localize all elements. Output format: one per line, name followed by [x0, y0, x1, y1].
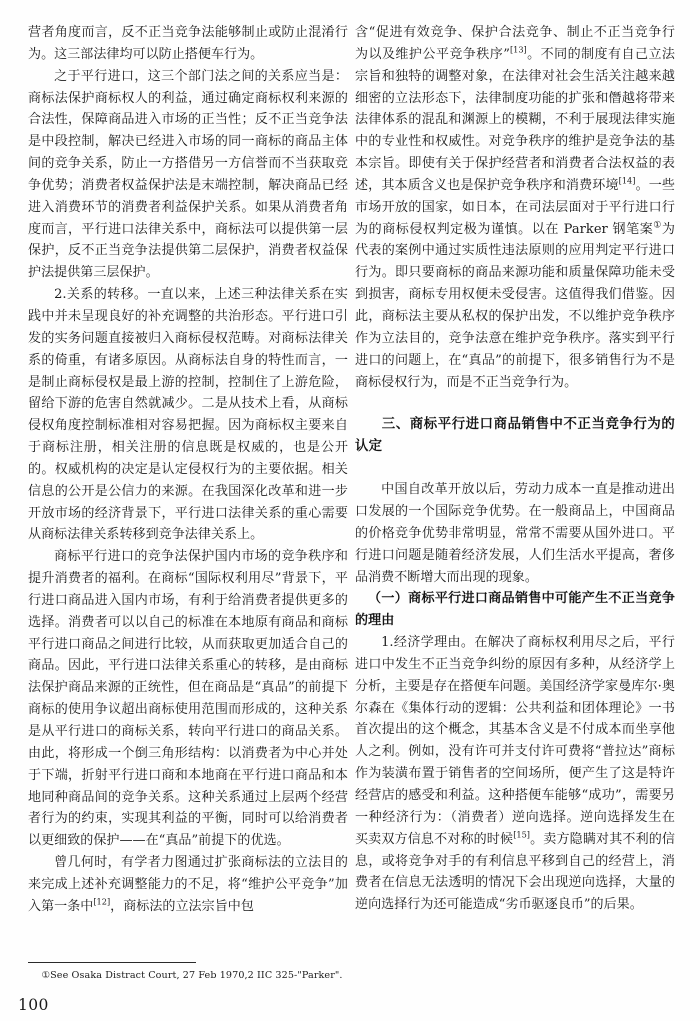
paragraph-parallel-import-relations: 之于平行进口，这三个部门法之间的关系应当是：商标法保护商标权人的利益，通过确定商标权利来源的合法性，保障商品进入市场的正当性；反不正当竞争法是中段控制，解决已经进入市场的同一商标的商品主体间的竞争关系，防止一方搭借另一方信誉而不当获取竞争优势；消费者权益保护法是末端控制，解决商品已经进入消费环节的消费者利益保护关系。如果从消费者角度而言，平行进口法律关系中，商标法可以提供第一层保护，反不正当竞争法提供第二层保护，消费者权益保护法提供第三层保护。 [28, 68, 348, 281]
paragraph-text-segment: 为代表的案例中通过实质性违法原则的应用判定平行进口行为。即只要商标的商品来源功能和质量保障功能未受到损害，商标专用权便未受侵害。这值得我们借鉴。因此，商标法主要从私权的保护出发，不以维护竞争秩序作为立法目的，竞争法意在维护竞争秩序。落实到平行进口的问题上，在“真品”的前提下，很多销售行为不是商标侵权行为，而是不正当竞争行为。 [355, 221, 675, 390]
reference-marker-15: [15] [513, 829, 530, 840]
paragraph-text-segment: 曾几何时，有学者力图通过扩张商标法的立法目的来完成上述补充调整能力的不足，将“维护公平竞争”加入第一条中 [28, 855, 348, 914]
footnote-entry: ①See Osaka Distract Court, 27 Feb 1970,2 IIC 325-"Parker". [41, 970, 343, 981]
reference-marker-13: [13] [509, 44, 527, 55]
paragraph-text-segment: 。卖方隐瞒对其不利的信息，或将竞争对手的有利信息平移到自己的经营上，消费者在信息无法透明的情况下会出现逆向选择，大量的逆向选择行为还可能造成“劣币驱逐良币”的后果。 [355, 831, 675, 913]
left-column [28, 0, 348, 918]
page-number: 100 [18, 996, 49, 1014]
footnote-block [28, 962, 343, 982]
paragraph-text-segment: 。不同的制度有自己立法宗旨和独特的调整对象，在法律对社会生活关注越来越细密的立法形态下，法律制度功能的扩张和僭越将带来法律体系的混乱和渊源上的模糊，不利于展现法律实施中的专业性和权威性。对竞争秩序的维护是竞争法的基本宗旨。即使有关于保护经营者和消费者合法权益的表述，其本质含义也是保护竞争秩序和消费环境 [355, 46, 675, 193]
reference-marker-14: [14] [618, 175, 636, 186]
paragraph-competition-law-protection: 商标平行进口的竞争法保护国内市场的竞争秩序和提升消费者的福利。在商标“国际权利用尽”背景下，平行进口商品进入国内市场，有利于给消费者提供更多的选择。消费者可以以自己的标准在本地原有商品和商标平行进口商品之间进行比较，从而获取更加适合自己的商品。因此，平行进口法律关系重心的转移，是由商标法保护商品来源的正统性，但在商品是“真品”的前提下商标的使用争议超出商标使用范围而形成的，这种关系是从平行进口的商标关系，转向平行进口的商品关系。由此，将形成一个倒三角形结构：以消费者为中心并处于下端，折射平行进口商和本地商在平行进口商品和本地同种商品间的竞争关系。这种关系通过上层两个经营者行为的约束，实现其利益的平衡，同时可以给消费者以更细致的保护——在“真品”前提下的优选。 [28, 549, 348, 849]
paragraph-continued-three-laws: 营者角度而言，反不正当竞争法能够制止或防止混淆行为。这三部法律均可以防止搭便车行为。 [28, 25, 348, 62]
heading-spacer-top [355, 393, 675, 414]
right-column [355, 0, 675, 918]
section-heading-three: 三、商标平行进口商品销售中不正当竞争行为的认定 [355, 417, 675, 455]
paragraph-economics-reason [355, 632, 675, 916]
footnote-reference-marker-circle-one: ① [653, 220, 662, 231]
paragraph-text-segment: 含“促进有效竞争、保护合法竞争、制止不正当竞争行为以及维护公平竞争秩序” [355, 25, 675, 62]
paragraph-text-segment: 1.经济学理由。在解决了商标权利用尽之后，平行进口中发生不正当竞争纠纷的原因有多种，从经济学上分析，主要是存在搭便车问题。美国经济学家曼库尔·奥尔森在《集体行动的逻辑：公共利益和团体理论》一书首次提出的这个概念，其基本含义是不付成本而坐享他人之利。例如，没有许可并支付许可费将“普拉达”商标作为装潢布置于销售者的空间场所，便产生了这是特许经营店的感受和利益。这种搭便车能够“成功”，需要另一种经济行为：（消费者）逆向选择。逆向选择发生在买卖双方信息不对称的时候 [355, 635, 675, 847]
paragraph-text-segment: ，商标法的立法宗旨中包 [110, 898, 254, 914]
paragraph-relation-transfer: 2.关系的转移。一直以来，上述三种法律关系在实践中并未呈现良好的补充调整的共治形态。平行进口引发的实务问题直接被归入商标侵权范畴。对商标法律关系的倚重，有诸多原因。从商标法自身的特性而言，一是制止商标侵权是最上游的控制，控制住了上游危险，留给下游的危害自然就减少。二是从技术上看，从商标侵权角度控制标准相对容易把握。因为商标权主要来自于商标注册，相关注册的信息既是权威的，也是公开的。权威机构的决定是认定侵权行为的主要依据。相关信息的公开是公信力的来源。在我国深化改革和进一步开放市场的经济背景下，平行进口法律关系的重心需要从商标法律关系转移到竞争法律关系上。 [28, 287, 348, 543]
heading-spacer-bottom [355, 458, 675, 479]
footnote-separator-rule [28, 962, 196, 963]
sub-heading-one: （一）商标平行进口商品销售中可能产生不正当竞争的理由 [355, 591, 675, 629]
paragraph-text-segment: 。一些市场开放的国家，如日本，在司法层面对于平行进口行为的商标侵权判定极为谨慎。以在 Parker 钢笔案 [355, 177, 675, 237]
paragraph-china-reform-opening: 中国自改革开放以后，劳动力成本一直是推动进出口发展的一个国际竞争优势。在一般商品上，中国商品的价格竞争优势非常明显，常常不需要从国外进口。平行进口问题是随着经济发展，人们生活水平提高，奢侈品消费不断增大而出现的现象。 [355, 482, 675, 585]
paragraph-scholars-expand-trademark-law [28, 852, 348, 918]
paragraph-legislative-purpose-continued [355, 22, 675, 393]
reference-marker-12: [12] [93, 896, 111, 907]
